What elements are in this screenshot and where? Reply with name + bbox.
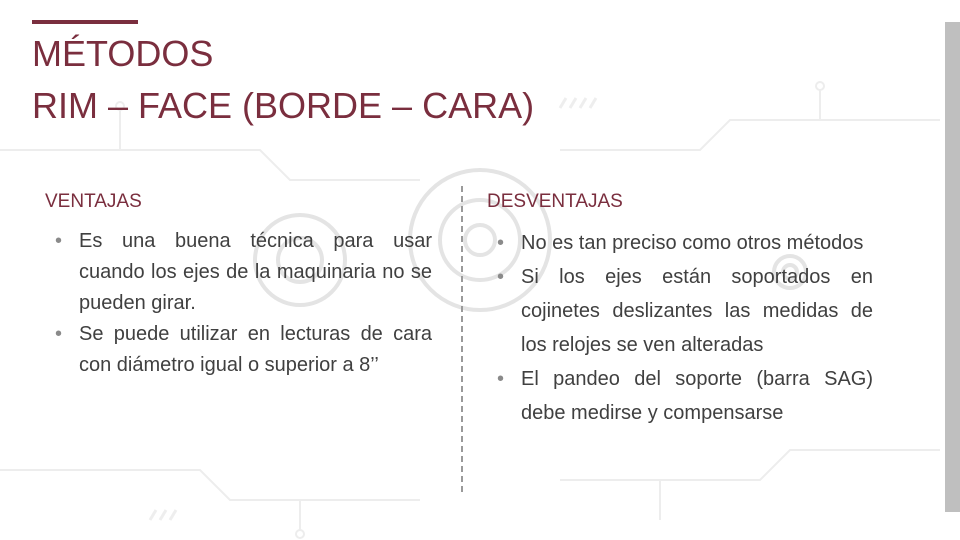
list-item: • No es tan preciso como otros métodos — [497, 226, 873, 260]
desventajas-list — [497, 226, 873, 430]
slide-title-line2: RIM – FACE (BORDE – CARA) — [32, 85, 535, 126]
title-accent-bar — [32, 20, 138, 24]
ventajas-heading: VENTAJAS — [45, 191, 142, 212]
side-band — [945, 22, 960, 512]
column-divider — [461, 186, 463, 492]
desventajas-heading: DESVENTAJAS — [487, 191, 623, 212]
list-item: • Se puede utilizar en lecturas de cara con diámetro igual o superior a 8’’ — [55, 319, 432, 381]
list-item: • El pandeo del soporte (barra SAG) debe medirse y compensarse — [497, 362, 873, 430]
list-item: • Es una buena técnica para usar cuando los ejes de la maquinaria no se pueden girar. — [55, 226, 432, 319]
slide-title-line1: MÉTODOS — [32, 33, 214, 74]
ventajas-list — [55, 226, 432, 381]
list-item: • Si los ejes están soportados en cojinetes deslizantes las medidas de los relojes se ven alteradas — [497, 260, 873, 362]
